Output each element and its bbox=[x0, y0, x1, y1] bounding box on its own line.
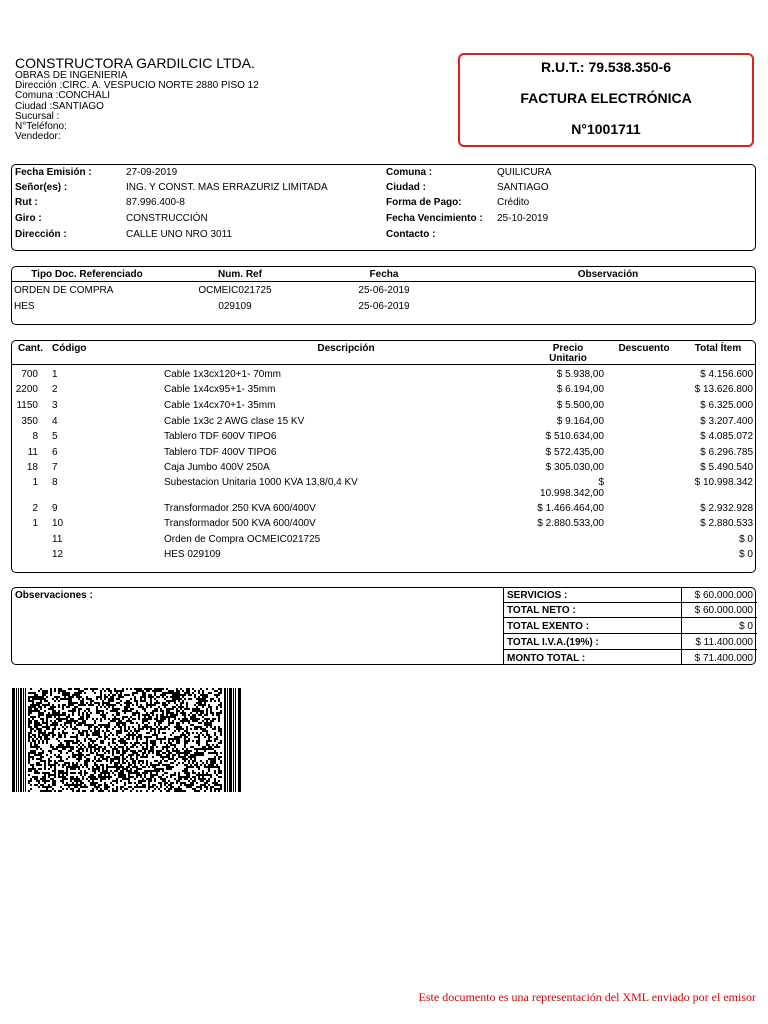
item-total: $ 4.085.072 bbox=[700, 431, 753, 442]
document-number: N°1001711 bbox=[571, 121, 641, 137]
item-total: $ 4.156.600 bbox=[700, 369, 753, 380]
item-total: $ 5.490.540 bbox=[700, 462, 753, 473]
ref-header-type: Tipo Doc. Referenciado bbox=[31, 269, 143, 280]
item-code: 11 bbox=[52, 534, 63, 545]
item-qty: 2 bbox=[32, 503, 38, 514]
document-type: FACTURA ELECTRÓNICA bbox=[520, 90, 692, 106]
item-description: Tablero TDF 400V TIPO6 bbox=[164, 447, 277, 458]
item-code: 3 bbox=[52, 400, 58, 411]
document-id-box bbox=[458, 53, 754, 147]
item-qty: 11 bbox=[27, 447, 38, 458]
item-description: Orden de Compra OCMEIC021725 bbox=[164, 534, 321, 545]
item-unit-price: $ 510.634,00 bbox=[545, 431, 604, 442]
issuer-name: CONSTRUCTORA GARDILCIC LTDA. bbox=[15, 55, 255, 71]
ref-row2-date: 25-06-2019 bbox=[358, 301, 410, 312]
item-qty: 1 bbox=[32, 518, 38, 529]
total-iva-value: $ 11.400.000 bbox=[695, 637, 753, 648]
total-net-label: TOTAL NETO : bbox=[507, 605, 576, 616]
client-label-rut: Rut : bbox=[15, 197, 38, 208]
pdf417-barcode bbox=[12, 688, 242, 792]
total-net-value: $ 60.000.000 bbox=[694, 605, 753, 616]
client-label-due-date: Fecha Vencimiento : bbox=[386, 213, 483, 224]
item-code: 6 bbox=[52, 447, 58, 458]
item-total: $ 2.932.928 bbox=[700, 503, 753, 514]
item-qty: 1150 bbox=[16, 400, 38, 411]
ref-header-date: Fecha bbox=[369, 269, 399, 280]
client-value-payment: Crédito bbox=[497, 197, 530, 208]
total-iva-label: TOTAL I.V.A.(19%) : bbox=[507, 637, 599, 648]
item-unit-price: $ 6.194,00 bbox=[556, 384, 604, 395]
item-description: Transformador 250 KVA 600/400V bbox=[164, 503, 316, 514]
issuer-address: Dirección :CIRC. A. VESPUCIO NORTE 2880 PISO 12 bbox=[15, 80, 259, 92]
ref-row1-num: OCMEIC021725 bbox=[198, 285, 272, 296]
total-amount-value: $ 71.400.000 bbox=[694, 653, 753, 664]
item-total: $ 0 bbox=[739, 534, 753, 545]
item-code: 2 bbox=[52, 384, 58, 395]
items-header-price-1: Precio bbox=[552, 343, 584, 354]
item-total: $ 3.207.400 bbox=[700, 416, 753, 427]
item-unit-price: $ 5.938,00 bbox=[556, 369, 604, 380]
client-value-giro: CONSTRUCCIÓN bbox=[126, 213, 208, 224]
total-services-label: SERVICIOS : bbox=[507, 590, 568, 601]
item-description: Cable 1x3cx120+1- 70mm bbox=[164, 369, 282, 380]
item-code: 5 bbox=[52, 431, 58, 442]
item-total: $ 10.998.342 bbox=[694, 477, 753, 488]
total-amount-label: MONTO TOTAL : bbox=[507, 653, 586, 664]
observations-label: Observaciones : bbox=[15, 590, 93, 601]
item-description: Cable 1x4cx70+1- 35mm bbox=[164, 400, 276, 411]
item-unit-price: $ 572.435,00 bbox=[545, 447, 604, 458]
item-qty: 18 bbox=[26, 462, 38, 473]
item-unit-price: $ 9.164,00 bbox=[556, 416, 604, 427]
item-unit-price: $ 2.880.533,00 bbox=[537, 518, 604, 529]
client-value-date: 27-09-2019 bbox=[126, 167, 178, 178]
item-qty: 350 bbox=[21, 416, 38, 427]
issuer-activity: OBRAS DE INGENIERIA bbox=[15, 70, 128, 81]
item-unit-price: $ bbox=[598, 477, 604, 488]
footer-note: Este documento es una representación del XML enviado por el emisor bbox=[418, 990, 756, 1004]
item-code: 12 bbox=[52, 549, 64, 560]
item-code: 9 bbox=[52, 503, 58, 514]
item-code: 10 bbox=[52, 518, 64, 529]
item-description: HES 029109 bbox=[164, 549, 221, 560]
ref-header-observation: Observación bbox=[577, 269, 639, 280]
item-total: $ 0 bbox=[739, 549, 753, 560]
client-label-contact: Contacto : bbox=[386, 229, 436, 240]
client-label-address: Dirección : bbox=[15, 229, 67, 240]
issuer-rut: R.U.T.: 79.538.350-6 bbox=[541, 59, 671, 75]
item-code: 1 bbox=[52, 369, 58, 380]
item-unit-price: $ 305.030,00 bbox=[545, 462, 604, 473]
item-qty: 2200 bbox=[15, 384, 38, 395]
item-qty: 700 bbox=[21, 369, 38, 380]
issuer-branch: Sucursal : bbox=[15, 110, 60, 122]
issuer-comuna: Comuna :CONCHALI bbox=[15, 90, 111, 102]
item-total: $ 6.296.785 bbox=[700, 447, 753, 458]
client-label-giro: Giro : bbox=[15, 213, 42, 224]
items-header-price-2: Unitario bbox=[549, 353, 587, 364]
client-value-address: CALLE UNO NRO 3011 bbox=[126, 229, 232, 240]
total-services-value: $ 60.000.000 bbox=[694, 590, 753, 601]
client-label-comuna: Comuna : bbox=[386, 167, 433, 178]
items-header-description: Descripción bbox=[317, 343, 375, 354]
item-total: $ 2.880.533 bbox=[700, 518, 753, 529]
item-total: $ 13.626.800 bbox=[694, 384, 753, 395]
item-description: Subestacion Unitaria 1000 KVA 13,8/0,4 KV bbox=[164, 477, 358, 488]
items-box bbox=[11, 340, 756, 573]
client-label-date: Fecha Emisión : bbox=[15, 167, 92, 178]
item-qty: 1 bbox=[32, 477, 38, 488]
item-unit-price: $ 1.466.464,00 bbox=[537, 503, 604, 514]
client-value-comuna: QUILICURA bbox=[497, 167, 552, 178]
item-total: $ 6.325.000 bbox=[700, 400, 753, 411]
ref-row1-date: 25-06-2019 bbox=[358, 285, 410, 296]
client-label-payment: Forma de Pago: bbox=[386, 197, 462, 208]
item-description: Tablero TDF 600V TIPO6 bbox=[164, 431, 277, 442]
total-exempt-value: $ 0 bbox=[739, 621, 753, 632]
client-label-name: Señor(es) : bbox=[15, 182, 68, 193]
client-value-rut: 87.996.400-8 bbox=[126, 197, 185, 208]
item-code: 4 bbox=[52, 416, 58, 427]
client-info-box bbox=[11, 164, 756, 251]
items-header-cant: Cant. bbox=[18, 343, 43, 354]
issuer-seller: Vendedor: bbox=[15, 131, 61, 143]
client-value-name: ING. Y CONST. MAS ERRAZURIZ LIMITADA bbox=[126, 182, 328, 193]
item-qty: 8 bbox=[32, 431, 38, 442]
items-header-code: Código bbox=[52, 343, 87, 354]
client-label-city: Ciudad : bbox=[386, 182, 426, 193]
item-description: Caja Jumbo 400V 250A bbox=[164, 462, 270, 473]
item-code: 8 bbox=[52, 477, 58, 488]
item-unit-price-cont: 10.998.342,00 bbox=[540, 488, 604, 499]
client-value-due-date: 25-10-2019 bbox=[497, 213, 549, 224]
item-description: Cable 1x3c 2 AWG clase 15 KV bbox=[164, 416, 305, 427]
client-value-city: SANTIAGO bbox=[497, 182, 549, 193]
references-header-divider bbox=[12, 281, 755, 282]
ref-row2-num: 029109 bbox=[218, 301, 252, 312]
item-description: Transformador 500 KVA 600/400V bbox=[164, 518, 316, 529]
ref-header-num: Num. Ref bbox=[218, 269, 262, 280]
item-description: Cable 1x4cx95+1- 35mm bbox=[164, 384, 276, 395]
ref-row1-type: ORDEN DE COMPRA bbox=[14, 285, 114, 296]
item-unit-price: $ 5.500,00 bbox=[556, 400, 604, 411]
issuer-phone: N°Teléfono: bbox=[15, 121, 67, 133]
issuer-details bbox=[15, 71, 259, 142]
items-header-total: Total Ítem bbox=[694, 343, 742, 354]
issuer-city: Ciudad :SANTIAGO bbox=[15, 100, 104, 112]
total-exempt-label: TOTAL EXENTO : bbox=[507, 621, 590, 632]
ref-row2-type: HES bbox=[14, 301, 35, 312]
items-header-divider bbox=[12, 364, 755, 365]
items-header-discount: Descuento bbox=[618, 343, 670, 354]
item-code: 7 bbox=[52, 462, 58, 473]
